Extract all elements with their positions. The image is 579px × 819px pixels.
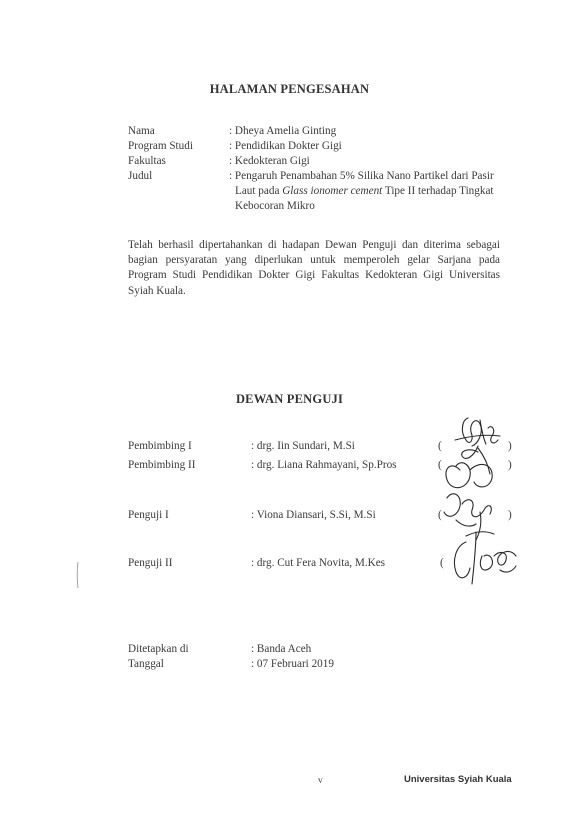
value-fakultas: : Kedokteran Gigi	[229, 155, 310, 167]
label-tanggal: Tanggal	[128, 658, 164, 670]
board-title: DEWAN PENGUJI	[235, 392, 344, 406]
label-program-studi: Program Studi	[128, 140, 193, 152]
statement-line-1: Telah berhasil dipertahankan di hadapan Dewan Penguji dan diterima sebagai	[128, 239, 500, 251]
footer-university: Universitas Syiah Kuala	[404, 774, 512, 785]
margin-mark	[77, 562, 78, 588]
role-penguji-2: Penguji II	[128, 557, 173, 569]
label-judul: Judul	[128, 170, 153, 182]
judul-line-3: Kebocoran Mikro	[235, 200, 315, 212]
value-ditetapkan: : Banda Aceh	[251, 643, 312, 655]
statement-line-2: bagian persyaratan yang diperlukan untuk memperoleh gelar Sarjana pada	[128, 254, 500, 267]
signature-pembimbing-1	[455, 418, 500, 458]
page-number: v	[318, 776, 323, 786]
label-ditetapkan: Ditetapkan di	[128, 643, 189, 655]
close-paren-1: )	[508, 440, 512, 452]
value-nama: : Dheya Amelia Ginting	[229, 125, 337, 137]
value-judul: : Pengaruh Penambahan 5% Silika Nano Partikel dari Pasir	[229, 170, 494, 182]
judul-line-2-b: Tipe II terhadap Tingkat	[382, 185, 494, 197]
name-penguji-1: : Viona Diansari, S.Si, M.Si	[251, 509, 376, 521]
value-program-studi: : Pendidikan Dokter Gigi	[229, 140, 342, 152]
statement-paragraph	[128, 238, 500, 299]
label-fakultas: Fakultas	[128, 155, 166, 167]
open-paren-3: (	[438, 509, 442, 521]
name-penguji-2: : drg. Cut Fera Novita, M.Kes	[251, 557, 386, 569]
page-title: HALAMAN PENGESAHAN	[209, 82, 370, 96]
label-nama: Nama	[128, 125, 155, 137]
open-paren-2: (	[438, 459, 442, 471]
close-paren-3: )	[508, 509, 512, 521]
open-paren-1: (	[438, 440, 442, 452]
role-pembimbing-1: Pembimbing I	[128, 440, 192, 452]
signature-penguji-2	[454, 532, 516, 584]
name-pembimbing-2: : drg. Liana Rahmayani, Sp.Pros	[251, 459, 397, 471]
close-paren-2: )	[508, 459, 512, 471]
role-penguji-1: Penguji I	[128, 509, 169, 521]
open-paren-4: (	[440, 557, 444, 569]
statement-line-4: Syiah Kuala.	[128, 284, 186, 297]
role-pembimbing-2: Pembimbing II	[128, 459, 196, 471]
signature-pembimbing-2	[446, 448, 492, 488]
statement-line-3: Program Studi Pendidikan Dokter Gigi Fakultas Kedokteran Gigi Universitas	[128, 269, 500, 282]
value-tanggal: : 07 Februari 2019	[251, 658, 334, 670]
judul-line-2-a: Laut pada	[235, 185, 283, 197]
judul-line-2	[235, 184, 494, 198]
signature-penguji-1	[444, 494, 491, 540]
name-pembimbing-1: : drg. Iin Sundari, M.Si	[251, 440, 355, 452]
judul-italic-term: Glass ionomer cement	[282, 185, 383, 197]
